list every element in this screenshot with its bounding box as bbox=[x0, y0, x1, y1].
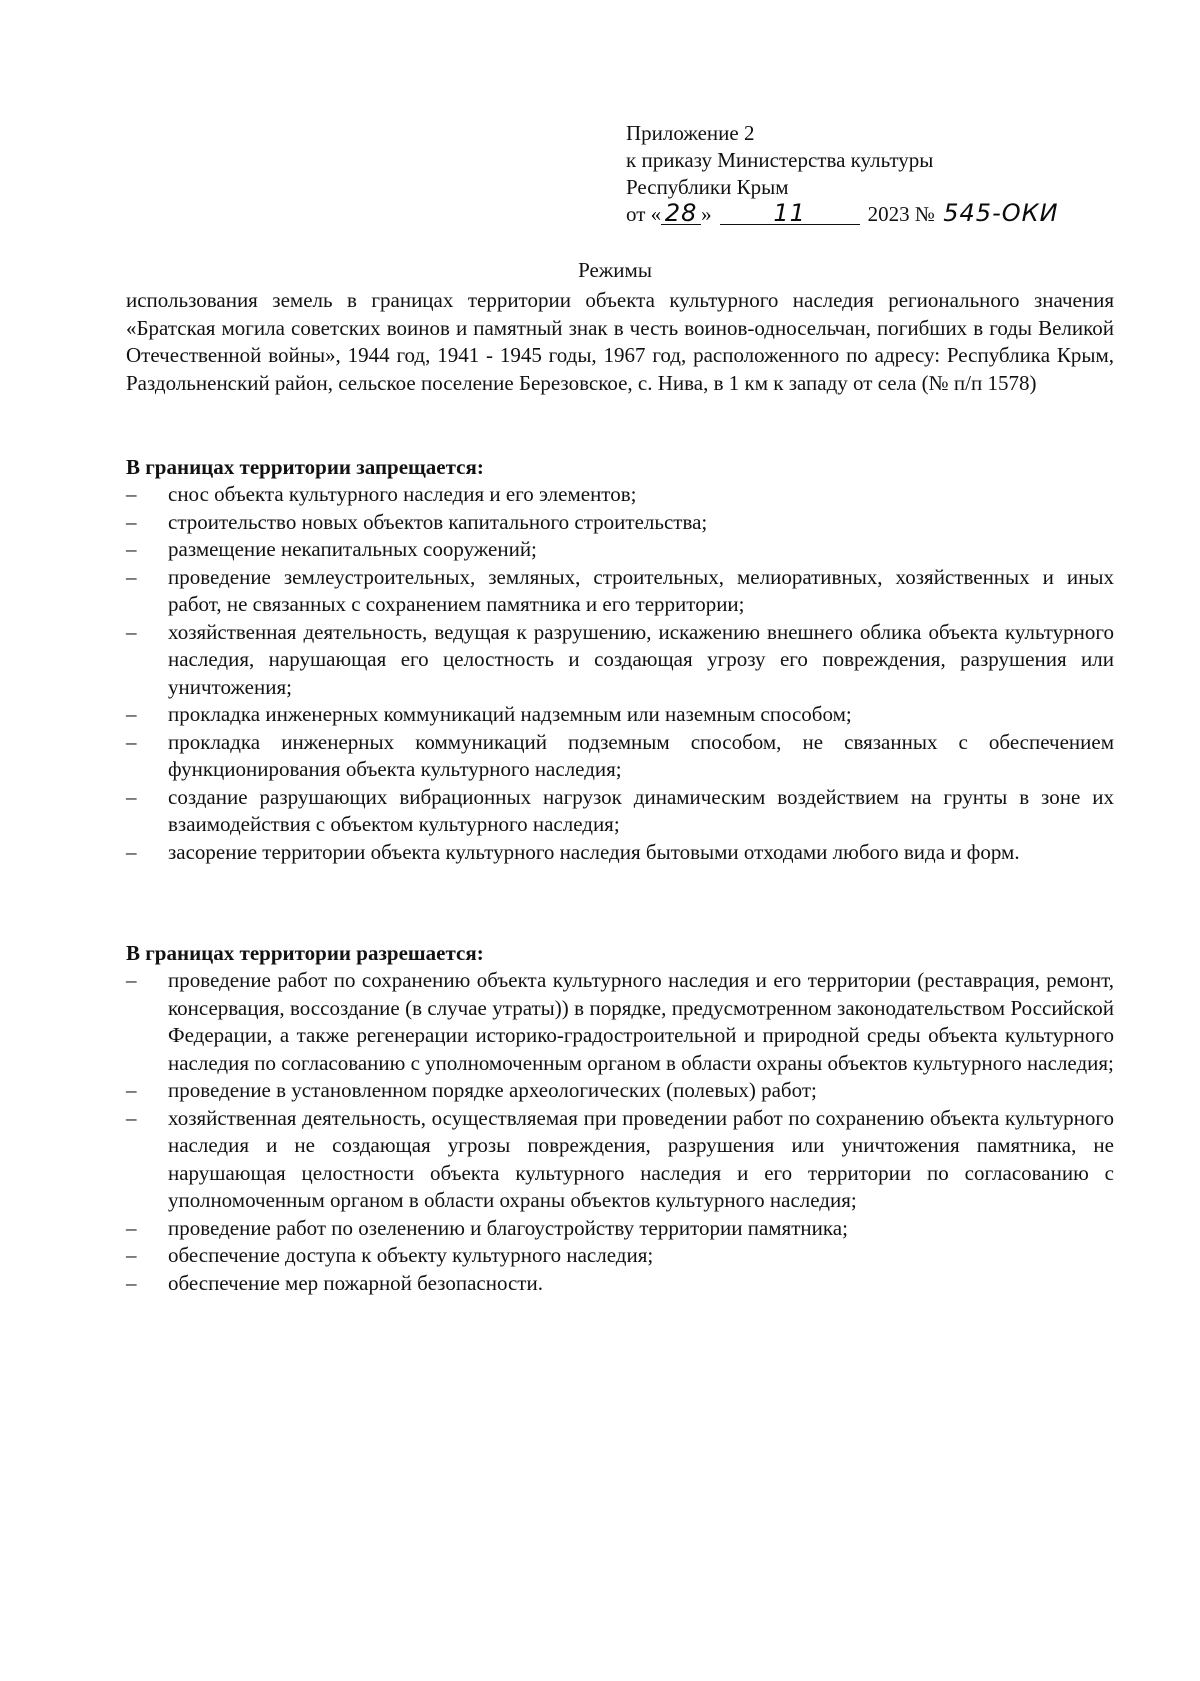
prohibited-heading: В границах территории запрещается: bbox=[126, 455, 484, 479]
list-item: – снос объекта культурного наследия и его элементов; bbox=[126, 481, 1114, 509]
document-subject: использования земель в границах территории объекта культурного наследия регионального значения «Братская могила советских воинов и памятный знак в честь воинов-односельчан, погибших в годы Великой Отечественной войны», 1944 год, 1941 - 1945 годы, 1967 год, расположенного по адресу: Республика Крым, Раздольненский район, сельское поселение Березовское, с. Нива, в 1 км к западу от села (№ п/п 1578) bbox=[126, 288, 1114, 395]
dash-bullet: – bbox=[126, 968, 137, 992]
date-prefix: от « bbox=[626, 202, 662, 226]
list-item: – проведение землеустроительных, земляных, строительных, мелиоративных, хозяйственных и иных работ, не связанных с сохранением памятника и его территории; bbox=[126, 564, 1114, 616]
allowed-section bbox=[126, 940, 1114, 1297]
order-number-handwritten: 545-ОКИ bbox=[943, 199, 1059, 227]
list-item: – создание разрушающих вибрационных нагрузок динамическим воздействием на грунты в зоне их взаимодействия с объектом культурного наследия; bbox=[126, 784, 1114, 836]
dash-bullet: – bbox=[126, 1105, 137, 1130]
list-item: – проведение работ по сохранению объекта культурного наследия и его территории (реставрация, ремонт, консервация, воссоздание (в случае утраты)) в порядке, предусмотренном законодательством Российской Федерации, а также регенерации историко-градостроительной и природной среды объекта культурного наследия по согласованию с уполномоченным органом в области охраны объектов культурного наследия; bbox=[126, 968, 1114, 1075]
appendix-title: Приложение 2 bbox=[626, 121, 755, 145]
dash-bullet: – bbox=[126, 537, 137, 561]
dash-bullet: – bbox=[126, 1270, 137, 1295]
list-item: – хозяйственная деятельность, осуществляемая при проведении работ по сохранению объекта культурного наследия и не создающая угрозы повреждения, разрушения или уничтожения памятника, не нарушающая целостности объекта культурного наследия и его территории по согласованию с уполномоченным органом в области охраны объектов культурного наследия; bbox=[126, 1105, 1114, 1212]
prohibited-list bbox=[126, 481, 1114, 866]
date-day-handwritten: 28 bbox=[661, 202, 701, 225]
allowed-heading: В границах территории разрешается: bbox=[126, 941, 484, 965]
dash-bullet: – bbox=[126, 509, 137, 534]
dash-bullet: – bbox=[126, 1078, 137, 1102]
date-year-number-label: 2023 № bbox=[867, 202, 935, 226]
list-item: – обеспечение мер пожарной безопасности. bbox=[126, 1270, 1114, 1298]
list-item: – прокладка инженерных коммуникаций надземным или наземным способом; bbox=[126, 701, 1114, 729]
dash-bullet: – bbox=[126, 1243, 137, 1267]
dash-bullet: – bbox=[126, 482, 137, 506]
list-item: – строительство новых объектов капитального строительства; bbox=[126, 509, 1114, 537]
list-item: – проведение в установленном порядке археологических (полевых) работ; bbox=[126, 1077, 1114, 1105]
list-item: – проведение работ по озеленению и благоустройству территории памятника; bbox=[126, 1215, 1114, 1243]
list-item: – прокладка инженерных коммуникаций подземным способом, не связанных с обеспечением функционирования объекта культурного наследия; bbox=[126, 729, 1114, 781]
dash-bullet: – bbox=[126, 702, 137, 726]
date-close-quote: » bbox=[701, 202, 712, 226]
appendix-header bbox=[626, 120, 1061, 228]
republic-name: Республики Крым bbox=[626, 175, 789, 199]
list-item: – засорение территории объекта культурного наследия бытовыми отходами любого вида и форм. bbox=[126, 839, 1114, 867]
dash-bullet: – bbox=[126, 729, 137, 754]
allowed-list bbox=[126, 967, 1114, 1297]
date-month-handwritten: 11 bbox=[720, 202, 860, 225]
dash-bullet: – bbox=[126, 784, 137, 809]
dash-bullet: – bbox=[126, 619, 137, 644]
document-title: Режимы bbox=[578, 258, 652, 282]
dash-bullet: – bbox=[126, 564, 137, 589]
list-item: – хозяйственная деятельность, ведущая к разрушению, искажению внешнего облика объекта культурного наследия, нарушающая его целостность и создающая угрозу его повреждения, разрушения или уничтожения; bbox=[126, 619, 1114, 699]
prohibited-section bbox=[126, 454, 1114, 866]
list-item: – обеспечение доступа к объекту культурного наследия; bbox=[126, 1242, 1114, 1270]
dash-bullet: – bbox=[126, 839, 137, 864]
order-reference: к приказу Министерства культуры bbox=[626, 148, 934, 172]
dash-bullet: – bbox=[126, 1215, 137, 1240]
order-date-line bbox=[626, 201, 1061, 228]
list-item: – размещение некапитальных сооружений; bbox=[126, 536, 1114, 564]
